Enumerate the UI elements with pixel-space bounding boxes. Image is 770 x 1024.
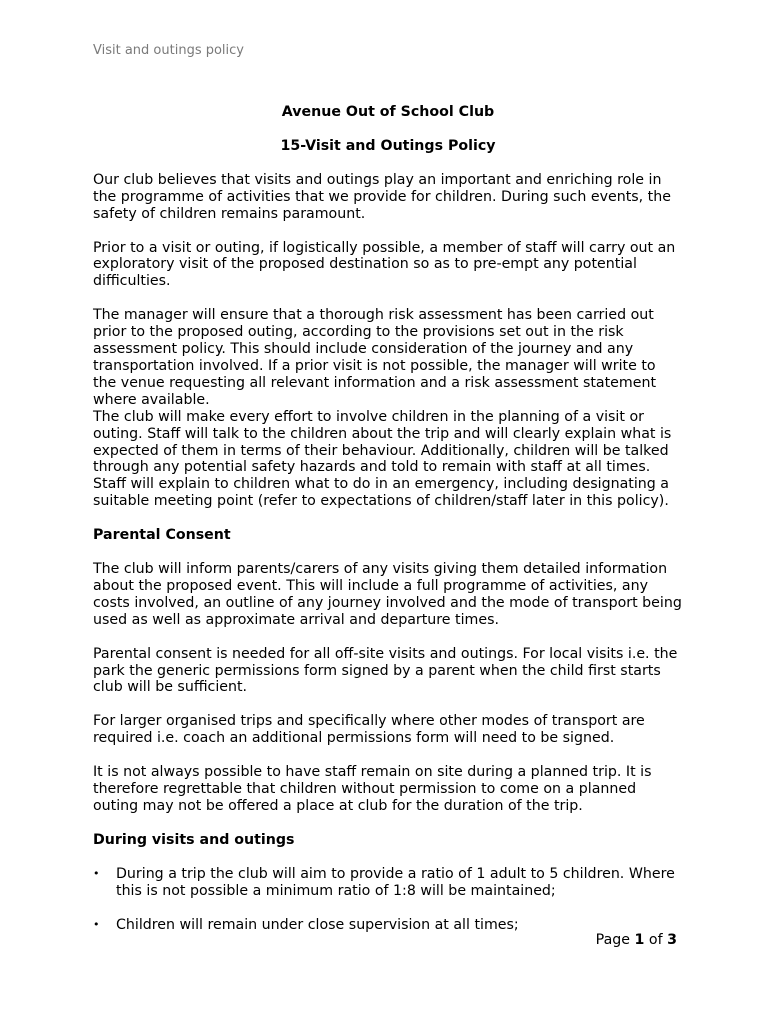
document-title: Avenue Out of School Club bbox=[281, 104, 495, 120]
inform-parents-paragraph: The club will inform parents/carers of any visits giving them detailed information about the proposed event. This will include a full programme of activities, any costs involved, an outline of any journey involved and the mode of transport being used as well as approximate arrival and departure times. bbox=[93, 561, 682, 628]
larger-trips-paragraph: For larger organised trips and specifically where other modes of transport are required i.e. coach an additional permissions form will need to be signed. bbox=[93, 713, 645, 747]
document-subtitle: 15-Visit and Outings Policy bbox=[280, 137, 496, 154]
list-item bbox=[93, 917, 683, 934]
bullet-icon: • bbox=[93, 917, 100, 931]
page-total: 3 bbox=[667, 932, 677, 948]
page-current: 1 bbox=[634, 932, 645, 948]
document-body bbox=[93, 104, 683, 951]
staff-on-site-paragraph: It is not always possible to have staff remain on site during a planned trip. It is therefore regrettable that children without permission to come on a planned outing may not be offered a place at club for the duration of the trip. bbox=[93, 764, 652, 814]
intro-paragraph: Our club believes that visits and outings play an important and enriching role in the programme of activities that we provide for children. During such events, the safety of children remains paramount. bbox=[93, 171, 671, 222]
risk-assessment-paragraph: The manager will ensure that a thorough risk assessment has been carried out prior to the proposed outing, according to the provisions set out in the risk assessment policy. This should include consideration of the journey and any transportation involved. If a prior visit is not possible, the manager will write to the venue requesting all relevant information and a risk assessment statement where available. bbox=[93, 307, 657, 408]
involve-children-paragraph: The club will make every effort to involve children in the planning of a visit or outing. Staff will talk to the children about the trip and will clearly explain what is expected of them in terms of their behaviour. Additionally, children will be talked through any potential safety hazards and told to remain with staff at all times. Staff will explain to children what to do in an emergency, including designating a suitable meeting point (refer to expectations of children/staff later in this policy). bbox=[93, 408, 672, 510]
parental-consent-heading: Parental Consent bbox=[93, 527, 231, 544]
visits-bullet-list bbox=[93, 866, 683, 934]
page-word: Page bbox=[595, 932, 631, 948]
exploratory-visit-paragraph: Prior to a visit or outing, if logistically possible, a member of staff will carry out an exploratory visit of the proposed destination so as to pre-empt any potential difficulties. bbox=[93, 239, 676, 290]
consent-needed-paragraph: Parental consent is needed for all off-site visits and outings. For local visits i.e. the park the generic permissions form signed by a parent when the child first starts club will be sufficient. bbox=[93, 645, 678, 696]
list-item-text: During a trip the club will aim to provide a ratio of 1 adult to 5 children. Where this is not possible a minimum ratio of 1:8 will be maintained; bbox=[116, 865, 675, 899]
page-number-footer bbox=[596, 932, 677, 948]
list-item-text: Children will remain under close supervision at all times; bbox=[116, 916, 519, 933]
during-visits-heading: During visits and outings bbox=[93, 831, 295, 848]
running-header: Visit and outings policy bbox=[93, 43, 244, 58]
list-item bbox=[93, 866, 683, 900]
of-word: of bbox=[648, 932, 663, 948]
bullet-icon: • bbox=[93, 866, 100, 880]
